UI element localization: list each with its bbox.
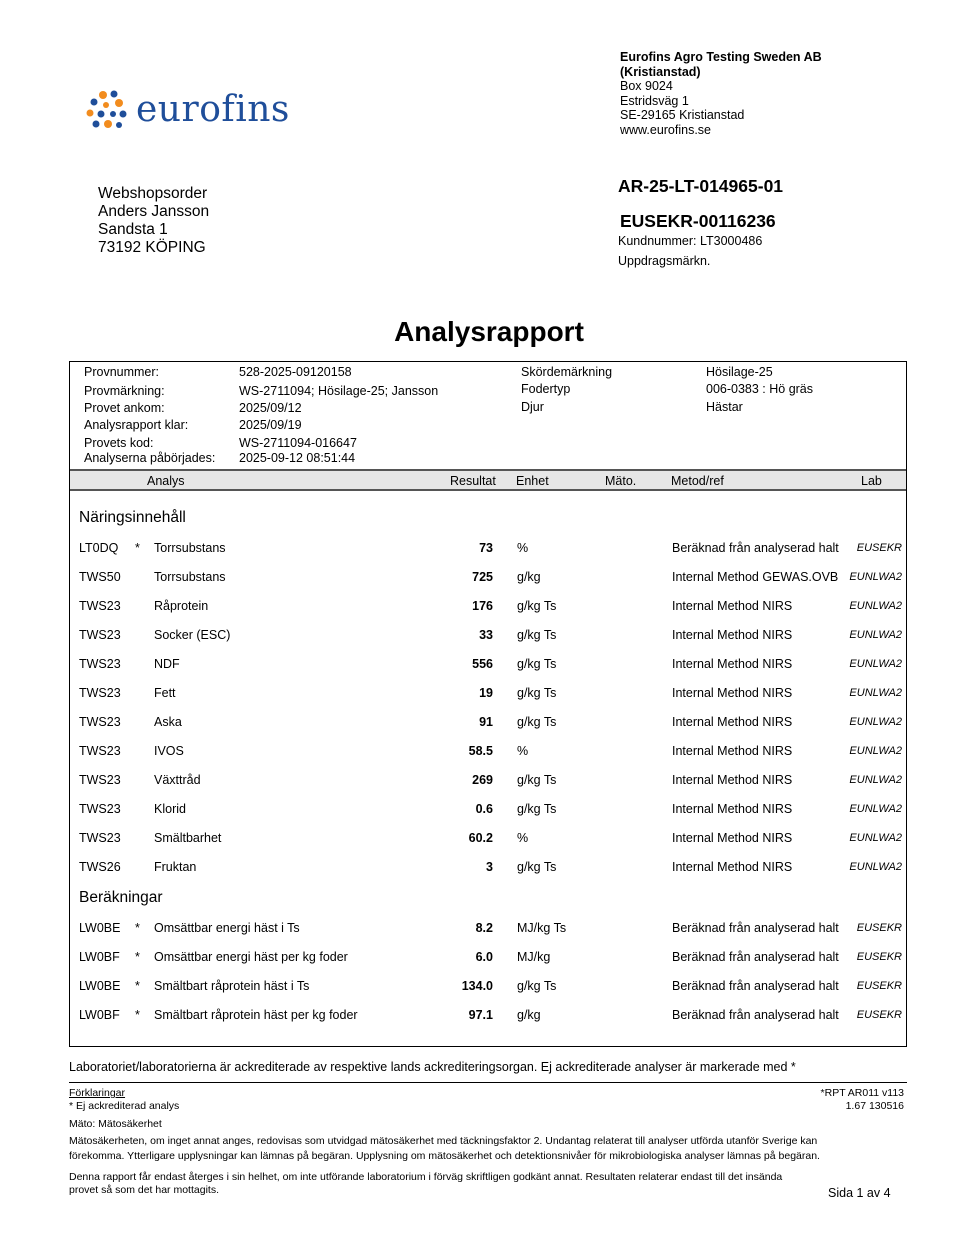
recipient-line: Webshopsorder xyxy=(98,185,208,202)
method-ref: Beräknad från analyserad halt xyxy=(672,1008,839,1022)
lab-code: EUNLWA2 xyxy=(849,658,902,670)
meta-label: Provet ankom: xyxy=(84,401,165,415)
analysis-name: Smältbart råprotein häst i Ts xyxy=(154,979,310,993)
meta-label: Provmärkning: xyxy=(84,384,165,398)
accreditation-note: Laboratoriet/laboratorierna är ackrediterade av respektive lands ackrediteringsorgan. Ej ackrediterade analyser är markerade med * xyxy=(69,1060,796,1074)
lab-code: EUSEKR xyxy=(856,542,902,554)
meta-value: 006-0383 : Hö gräs xyxy=(706,382,814,396)
analysis-code: TWS50 xyxy=(79,570,121,584)
meta-label: Analyserna påbörjades: xyxy=(84,451,216,465)
analysis-name: Torrsubstans xyxy=(154,570,226,584)
analysis-code: LW0BF xyxy=(79,950,120,964)
method-ref: Internal Method NIRS xyxy=(672,686,793,700)
company-website: www.eurofins.se xyxy=(620,122,712,137)
method-ref: Internal Method NIRS xyxy=(672,831,793,845)
analysis-name: IVOS xyxy=(154,744,184,758)
analysis-name: Klorid xyxy=(154,802,186,816)
analysis-code: LW0BE xyxy=(79,979,121,993)
non-accredited-marker: * xyxy=(135,541,140,555)
analysis-code: TWS23 xyxy=(79,686,121,700)
result-unit: MJ/kg xyxy=(517,950,551,964)
result-value: 6.0 xyxy=(475,950,493,964)
lab-code: EUNLWA2 xyxy=(849,832,902,844)
lab-code: EUNLWA2 xyxy=(849,571,902,583)
analysis-code: LT0DQ xyxy=(79,541,119,555)
non-accredited-marker: * xyxy=(135,979,140,993)
lab-code: EUNLWA2 xyxy=(849,600,902,612)
method-ref: Beräknad från analyserad halt xyxy=(672,921,839,935)
lab-code: EUNLWA2 xyxy=(849,716,902,728)
report-version-line: *RPT AR011 v113 xyxy=(820,1087,904,1099)
meta-label: Skördemärkning xyxy=(521,365,613,379)
recipient-line: Anders Jansson xyxy=(98,203,210,220)
method-ref: Internal Method NIRS xyxy=(672,628,793,642)
result-value: 60.2 xyxy=(468,831,493,845)
method-ref: Internal Method NIRS xyxy=(672,715,793,729)
explanations-title: Förklaringar xyxy=(69,1087,126,1099)
lab-code: EUNLWA2 xyxy=(849,745,902,757)
lab-code: EUNLWA2 xyxy=(849,861,902,873)
recipient-line: 73192 KÖPING xyxy=(98,239,206,256)
header-metod: Metod/ref xyxy=(671,474,724,488)
report-version-line: 1.67 130516 xyxy=(845,1100,904,1112)
result-unit: g/kg Ts xyxy=(517,628,557,642)
analysis-name: Torrsubstans xyxy=(154,541,226,555)
result-unit: g/kg xyxy=(517,1008,541,1022)
meta-label: Djur xyxy=(521,400,544,414)
analysis-name: Smältbart råprotein häst per kg foder xyxy=(154,1008,358,1022)
meta-value: 2025-09-12 08:51:44 xyxy=(239,451,356,465)
analysis-name: NDF xyxy=(154,657,180,671)
analysis-code: LW0BF xyxy=(79,1008,120,1022)
company-city: SE-29165 Kristianstad xyxy=(620,108,745,123)
result-unit: g/kg Ts xyxy=(517,860,557,874)
lab-code: EUNLWA2 xyxy=(849,687,902,699)
header-mato: Mäto. xyxy=(605,474,637,488)
meta-label: Fodertyp xyxy=(521,382,571,396)
recipient-line: Sandsta 1 xyxy=(98,221,168,238)
method-ref: Internal Method NIRS xyxy=(672,599,793,613)
reproduction-text: Denna rapport får endast återges i sin helhet, om inte utförande laboratorium i förväg skriftligen godkänt annat. Resultaten relaterar endast till det insända provet så som det har mottagits. xyxy=(69,1171,783,1196)
report-number: AR-25-LT-014965-01 xyxy=(618,176,784,196)
lab-code: EUSEKR xyxy=(856,922,902,934)
section-title: Näringsinnehåll xyxy=(79,509,186,526)
non-accredited-marker: * xyxy=(135,1008,140,1022)
analysis-name: Växttråd xyxy=(154,773,201,787)
company-address xyxy=(620,50,822,138)
lab-code: EUSEKR xyxy=(856,980,902,992)
non-accredited-marker: * xyxy=(135,921,140,935)
result-unit: g/kg Ts xyxy=(517,773,557,787)
company-name-location: (Kristianstad) xyxy=(620,64,701,79)
result-unit: g/kg Ts xyxy=(517,802,557,816)
method-ref: Beräknad från analyserad halt xyxy=(672,979,839,993)
analysis-name: Socker (ESC) xyxy=(154,628,231,642)
meta-label: Provnummer: xyxy=(84,365,160,379)
result-value: 91 xyxy=(479,715,493,729)
analysis-code: TWS23 xyxy=(79,744,121,758)
footer-divider xyxy=(69,1082,907,1083)
header-lab: Lab xyxy=(861,474,882,488)
header-analys: Analys xyxy=(147,474,185,488)
result-unit: % xyxy=(517,831,529,845)
method-ref: Beräknad från analyserad halt xyxy=(672,950,839,964)
page-title: Analysrapport xyxy=(394,316,584,347)
result-unit: g/kg xyxy=(517,570,541,584)
header-enhet: Enhet xyxy=(516,474,549,488)
table-header xyxy=(70,469,906,491)
analysis-code: LW0BE xyxy=(79,921,121,935)
logo-wordmark: eurofins xyxy=(136,89,290,130)
meta-value: Hösilage-25 xyxy=(706,365,773,379)
company-street: Estridsväg 1 xyxy=(620,93,689,108)
lab-code: EUNLWA2 xyxy=(849,803,902,815)
analysis-name: Aska xyxy=(154,715,182,729)
order-number: EUSEKR-00116236 xyxy=(620,211,776,231)
method-ref: Internal Method NIRS xyxy=(672,744,793,758)
lab-code: EUNLWA2 xyxy=(849,774,902,786)
result-unit: g/kg Ts xyxy=(517,979,557,993)
meta-value: Hästar xyxy=(706,400,743,414)
analysis-name: Smältbarhet xyxy=(154,831,222,845)
analysis-code: TWS23 xyxy=(79,831,121,845)
report-references xyxy=(618,176,783,268)
method-ref: Internal Method NIRS xyxy=(672,773,793,787)
result-value: 73 xyxy=(479,541,493,555)
result-value: 33 xyxy=(479,628,493,642)
mato-explanation: Mäto: Mätosäkerhet xyxy=(69,1118,162,1130)
result-unit: g/kg Ts xyxy=(517,657,557,671)
report-version xyxy=(760,1087,904,1113)
meta-label: Analysrapport klar: xyxy=(84,418,189,432)
result-value: 134.0 xyxy=(461,979,493,993)
result-unit: MJ/kg Ts xyxy=(517,921,567,935)
lab-code: EUSEKR xyxy=(856,1009,902,1021)
result-unit: g/kg Ts xyxy=(517,686,557,700)
header-resultat: Resultat xyxy=(450,474,496,488)
company-name: Eurofins Agro Testing Sweden AB xyxy=(620,50,822,64)
analysis-code: TWS23 xyxy=(79,802,121,816)
method-ref: Beräknad från analyserad halt xyxy=(672,541,839,555)
method-ref: Internal Method GEWAS.OVB xyxy=(672,570,839,584)
meta-value: 528-2025-09120158 xyxy=(239,365,352,379)
star-explanation: * Ej ackrediterad analys xyxy=(69,1100,180,1112)
company-box: Box 9024 xyxy=(620,79,673,94)
result-unit: g/kg Ts xyxy=(517,599,557,613)
result-value: 269 xyxy=(472,773,493,787)
result-unit: g/kg Ts xyxy=(517,715,557,729)
analysis-name: Omsättbar energi häst i Ts xyxy=(154,921,300,935)
result-value: 58.5 xyxy=(468,744,493,758)
method-ref: Internal Method NIRS xyxy=(672,860,793,874)
meta-value: 2025/09/19 xyxy=(239,418,302,432)
analysis-name: Omsättbar energi häst per kg foder xyxy=(154,950,348,964)
analysis-name: Fruktan xyxy=(154,860,197,874)
recipient-address xyxy=(98,185,209,257)
result-value: 725 xyxy=(472,570,493,584)
lab-code: EUSEKR xyxy=(856,951,902,963)
result-value: 3 xyxy=(486,860,493,874)
non-accredited-marker: * xyxy=(135,950,140,964)
analysis-code: TWS23 xyxy=(79,628,121,642)
result-value: 0.6 xyxy=(475,802,493,816)
analysis-code: TWS23 xyxy=(79,657,121,671)
method-ref: Internal Method NIRS xyxy=(672,657,793,671)
result-value: 19 xyxy=(479,686,493,700)
assignment-mark: Uppdragsmärkn. xyxy=(618,254,711,268)
method-ref: Internal Method NIRS xyxy=(672,802,793,816)
result-unit: % xyxy=(517,744,529,758)
analysis-name: Råprotein xyxy=(154,599,209,613)
section-title: Beräkningar xyxy=(79,889,163,906)
meta-value: WS-2711094-016647 xyxy=(239,436,357,450)
result-value: 556 xyxy=(472,657,493,671)
analysis-code: TWS23 xyxy=(79,773,121,787)
meta-label: Provets kod: xyxy=(84,436,154,450)
meta-value: WS-2711094; Hösilage-25; Jansson xyxy=(239,384,439,398)
result-value: 176 xyxy=(472,599,493,613)
analysis-code: TWS23 xyxy=(79,599,121,613)
lab-code: EUNLWA2 xyxy=(849,629,902,641)
analysis-name: Fett xyxy=(154,686,176,700)
uncertainty-text: Mätosäkerheten, om inget annat anges, redovisas som utvidgad mätosäkerhet med täckningsfaktor 2. Undantag relaterat till analyser utförda utanför Sverige kan förekomma. Ytterligare upplysningar kan lämnas på begäran. Upplysning om mätosäkerhet och detektionsnivåer för mikrobiologiska analyser lämnas på begäran. xyxy=(69,1135,820,1162)
result-value: 97.1 xyxy=(468,1008,493,1022)
eurofins-logo xyxy=(86,88,296,136)
eurofins-dots-icon xyxy=(86,88,132,132)
page-number: Sida 1 av 4 xyxy=(828,1186,891,1200)
result-unit: % xyxy=(517,541,529,555)
customer-number: Kundnummer: LT3000486 xyxy=(618,234,763,248)
meta-value: 2025/09/12 xyxy=(239,401,302,415)
analysis-code: TWS23 xyxy=(79,715,121,729)
result-value: 8.2 xyxy=(475,921,493,935)
analysis-code: TWS26 xyxy=(79,860,121,874)
